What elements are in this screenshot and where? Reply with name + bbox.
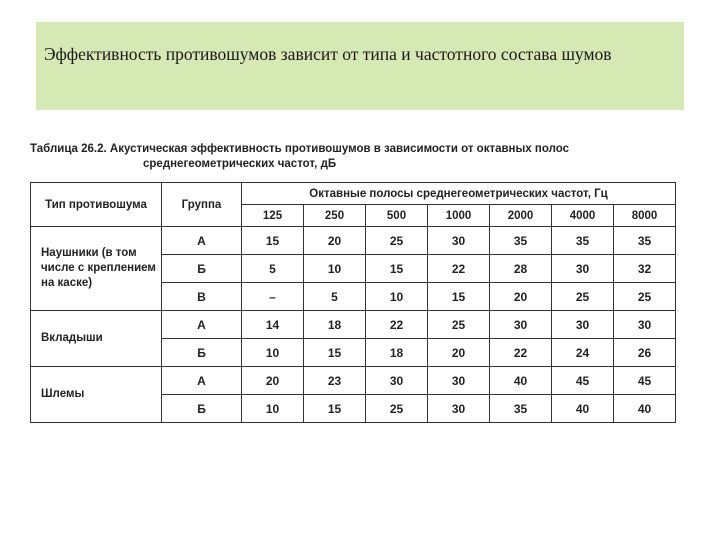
value-cell: 26 <box>614 339 676 367</box>
header-frequency: 2000 <box>490 205 552 227</box>
value-cell: 30 <box>614 311 676 339</box>
caption-label: Таблица 26.2. <box>30 143 107 155</box>
header-frequency: 250 <box>304 205 366 227</box>
value-cell: 30 <box>552 311 614 339</box>
value-cell: 10 <box>242 339 304 367</box>
value-cell: 15 <box>366 255 428 283</box>
value-cell: – <box>242 283 304 311</box>
value-cell: 30 <box>552 255 614 283</box>
value-cell: 25 <box>552 283 614 311</box>
attenuation-table <box>30 182 676 423</box>
value-cell: 45 <box>614 367 676 395</box>
value-cell: 15 <box>304 339 366 367</box>
value-cell: 15 <box>304 395 366 423</box>
group-cell: Б <box>162 255 242 283</box>
value-cell: 30 <box>428 227 490 255</box>
value-cell: 23 <box>304 367 366 395</box>
header-frequency: 1000 <box>428 205 490 227</box>
group-cell: Б <box>162 395 242 423</box>
value-cell: 10 <box>304 255 366 283</box>
value-cell: 22 <box>428 255 490 283</box>
value-cell: 25 <box>614 283 676 311</box>
header-frequency: 8000 <box>614 205 676 227</box>
header-type: Тип противошума <box>31 183 162 227</box>
value-cell: 20 <box>490 283 552 311</box>
value-cell: 10 <box>366 283 428 311</box>
group-cell: Б <box>162 339 242 367</box>
value-cell: 35 <box>490 395 552 423</box>
table-caption <box>30 142 670 172</box>
table-row <box>31 227 676 255</box>
value-cell: 30 <box>428 367 490 395</box>
header-frequency: 4000 <box>552 205 614 227</box>
value-cell: 30 <box>428 395 490 423</box>
value-cell: 30 <box>366 367 428 395</box>
value-cell: 10 <box>242 395 304 423</box>
header-group: Группа <box>162 183 242 227</box>
table-row <box>31 367 676 395</box>
value-cell: 15 <box>242 227 304 255</box>
value-cell: 25 <box>366 227 428 255</box>
value-cell: 28 <box>490 255 552 283</box>
type-cell-earplugs: Вкладыши <box>31 311 162 367</box>
value-cell: 20 <box>242 367 304 395</box>
value-cell: 5 <box>304 283 366 311</box>
type-cell-helmets: Шлемы <box>31 367 162 423</box>
value-cell: 22 <box>366 311 428 339</box>
caption-line-1: Акустическая эффективность противошумов в зависимости от октавных полос <box>109 143 570 155</box>
value-cell: 45 <box>552 367 614 395</box>
value-cell: 24 <box>552 339 614 367</box>
value-cell: 32 <box>614 255 676 283</box>
value-cell: 40 <box>490 367 552 395</box>
value-cell: 20 <box>304 227 366 255</box>
value-cell: 40 <box>552 395 614 423</box>
value-cell: 35 <box>490 227 552 255</box>
group-cell: В <box>162 283 242 311</box>
group-cell: А <box>162 311 242 339</box>
type-cell-headphones: Наушники (в том числе с креплением на каске) <box>31 227 162 311</box>
value-cell: 35 <box>614 227 676 255</box>
table-row <box>31 311 676 339</box>
header-frequency: 125 <box>242 205 304 227</box>
value-cell: 18 <box>304 311 366 339</box>
slide-title: Эффективность противошумов зависит от типа и частотного состава шумов <box>44 44 612 64</box>
header-bands-title: Октавные полосы среднегеометрических частот, Гц <box>242 183 676 205</box>
value-cell: 20 <box>428 339 490 367</box>
value-cell: 14 <box>242 311 304 339</box>
value-cell: 25 <box>428 311 490 339</box>
group-cell: А <box>162 227 242 255</box>
value-cell: 5 <box>242 255 304 283</box>
value-cell: 15 <box>428 283 490 311</box>
header-frequency: 500 <box>366 205 428 227</box>
value-cell: 22 <box>490 339 552 367</box>
title-banner <box>36 22 684 110</box>
group-cell: А <box>162 367 242 395</box>
value-cell: 30 <box>490 311 552 339</box>
value-cell: 35 <box>552 227 614 255</box>
value-cell: 25 <box>366 395 428 423</box>
value-cell: 18 <box>366 339 428 367</box>
value-cell: 40 <box>614 395 676 423</box>
caption-line-2: среднегеометрических частот, дБ <box>143 158 337 170</box>
